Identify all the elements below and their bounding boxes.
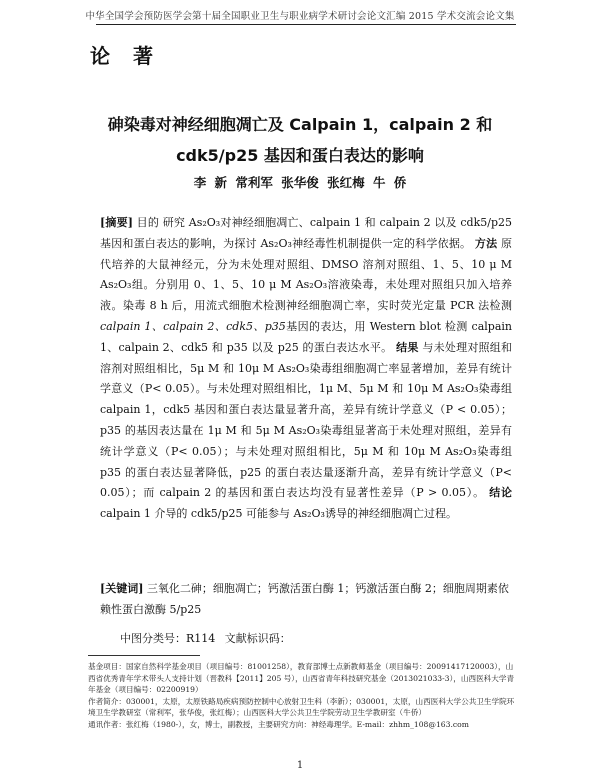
objective-text: 研究 As₂O₃对神经细胞凋亡、calpain 1 和 calpain 2 以及 cdk5/p25 基因和蛋白表达的影响，为探讨 As₂O₃神经毒性机制提供一定的科学依据。 [100, 216, 512, 250]
running-header: 中华全国学会预防医学会第十届全国职业卫生与职业病学术研讨会论文汇编 2015 学术交流会论文集 [85, 11, 515, 22]
header-rule [96, 24, 516, 25]
footnote-correspondence: 通讯作者：张红梅（1980-），女，博士，副教授，主要研究方向：神经毒理学。E-mail：zhhm_108@163.com [88, 719, 469, 729]
methods-label: 方法 [474, 236, 498, 250]
footnote-rule [88, 655, 200, 656]
objective-label: 目的 [136, 216, 160, 229]
keywords [100, 579, 512, 621]
classification-line [120, 630, 520, 646]
keywords-text: 三氧化二砷；细胞凋亡；钙激活蛋白酶 1；钙激活蛋白酶 2；细胞周期素依赖性蛋白激酶 5/p25 [100, 582, 509, 616]
author-list: 李 新 常利军 张华俊 张红梅 牛 侨 [193, 175, 407, 190]
article-title-line-1: 砷染毒对神经细胞凋亡及 Calpain 1，calpain 2 和 [107, 115, 493, 134]
document-code: 文献标识码： [224, 632, 291, 645]
footnote-authors: 作者简介：030001，太原，太原铁路局疾病预防控制中心放射卫生科（李新）；030001，太原，山西医科大学公共卫生学院环境卫生学教研室（常利军，张华俊，张红梅）；山西医科大学公共卫生学院劳动卫生学教研室（牛侨） [88, 696, 515, 718]
abstract-label: [摘要] [100, 216, 133, 229]
keywords-label: [关键词] [100, 582, 144, 595]
section-label: 论 著 [90, 44, 161, 68]
results-label: 结果 [396, 340, 419, 354]
page-number: 1 [296, 760, 304, 771]
article-title-line-2: cdk5/p25 基因和蛋白表达的影响 [176, 146, 424, 165]
conclusion-text: calpain 1 介导的 cdk5/p25 可能参与 As₂O₃诱导的神经细胞凋亡过程。 [100, 507, 457, 521]
footnotes [88, 661, 518, 731]
conclusion-label: 结论 [489, 486, 513, 500]
results-text: 与未处理对照组和溶剂对照组相比，5μ M 和 10μ M As₂O₃染毒组细胞凋亡率显著增加，差异有统计学意义（P< 0.05）。与未处理对照组相比，1μ M、5μ M 和 10μ M As₂O₃染毒组 calpain 1，cdk5 基因和蛋白表达量显著升高，差异有统计学意义（P < 0.05）；p35 的基因表达量在 1μ M 和 5μ M As₂O₃染毒组显著高于未处理对照组，差异有统计学意义（P< 0.05）；与未处理对照组相比，5μ M 和 10μ M As₂O₃染毒组 p35 的蛋白表达显著降低，p25 的蛋白表达量逐渐升高，差异有统计学意义（P< 0.05）；而 calpain 2 的基因和蛋白表达均没有显著性差异（P > 0.05）。 [100, 340, 513, 500]
methods-text: 原代培养的大鼠神经元，分为未处理对照组、DMSO 溶剂对照组、1、5、10 μ M As₂O₃组。分别用 0、1、5、10 μ M As₂O₃溶液染毒，未处理对照组只加入培养液。染毒 8 h 后，用流式细胞术检测神经细胞凋亡率，实时荧光定量 PCR 法检测 [100, 236, 513, 313]
footnote-funding: 基金项目：国家自然科学基金项目（项目编号：81001258），教育部博士点新教师基金（项目编号：20091417120003），山西省优秀青年学术带头人支持计划（晋教科【2011】205 号），山西省青年科技研究基金（2013021033-3），山西医科大学青年基金（项目编号：02200919） [88, 662, 515, 695]
abstract [100, 213, 512, 525]
clc-number: 中图分类号：R114 [120, 632, 216, 645]
methods-text-cont: 基因的表达，用 Western blot 检测 calpain 1、calpain 2、cdk5 和 p35 以及 p25 的蛋白表达水平。 [100, 319, 512, 354]
gene-names: calpain 1、calpain 2、cdk5、p35 [100, 319, 286, 333]
